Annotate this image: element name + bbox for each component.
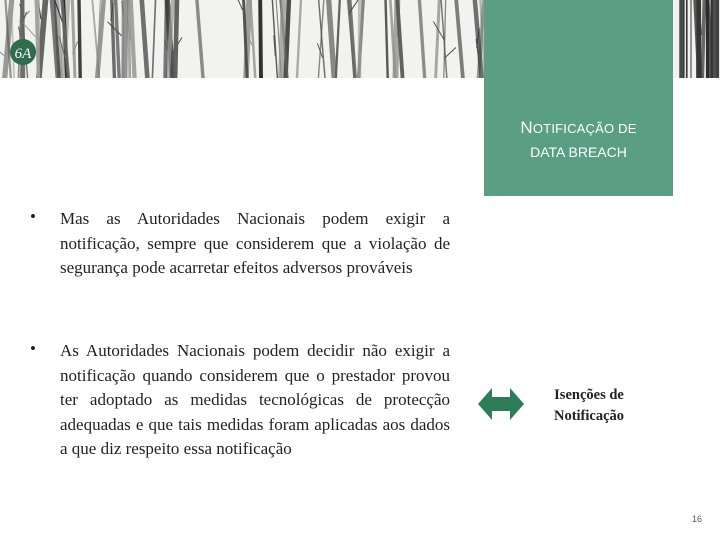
bullet-text-1: Mas as Autoridades Nacionais podem exigir a notificação, sempre que considerem que a violação de segurança pode acarretar efeitos adversos prováveis [60, 209, 450, 277]
title-initial: N [520, 118, 533, 137]
logo [8, 37, 38, 67]
slide-title-line1 [484, 118, 673, 138]
title-rest: OTIFICAÇÃO DE [532, 121, 637, 136]
slide-title-line2: DATA BREACH [530, 144, 627, 160]
bullet-marker: • [30, 207, 36, 226]
side-label-line2: Notificação [553, 408, 625, 424]
bullet-text-2: As Autoridades Nacionais podem decidir não exigir a notificação quando considerem que o prestador provou ter adoptado as medidas tecnológicas de protecção adequadas e que tais medidas foram aplicadas aos dados a que diz respeito essa notificação [60, 341, 450, 458]
bullet-marker: • [30, 339, 36, 358]
double-headed-arrow-icon [478, 386, 524, 422]
side-label-line1: Isenções de [554, 387, 624, 403]
title-box [484, 0, 673, 196]
side-label [534, 385, 644, 427]
logo-text: 6A [14, 46, 32, 62]
page-number: 16 [691, 514, 702, 524]
